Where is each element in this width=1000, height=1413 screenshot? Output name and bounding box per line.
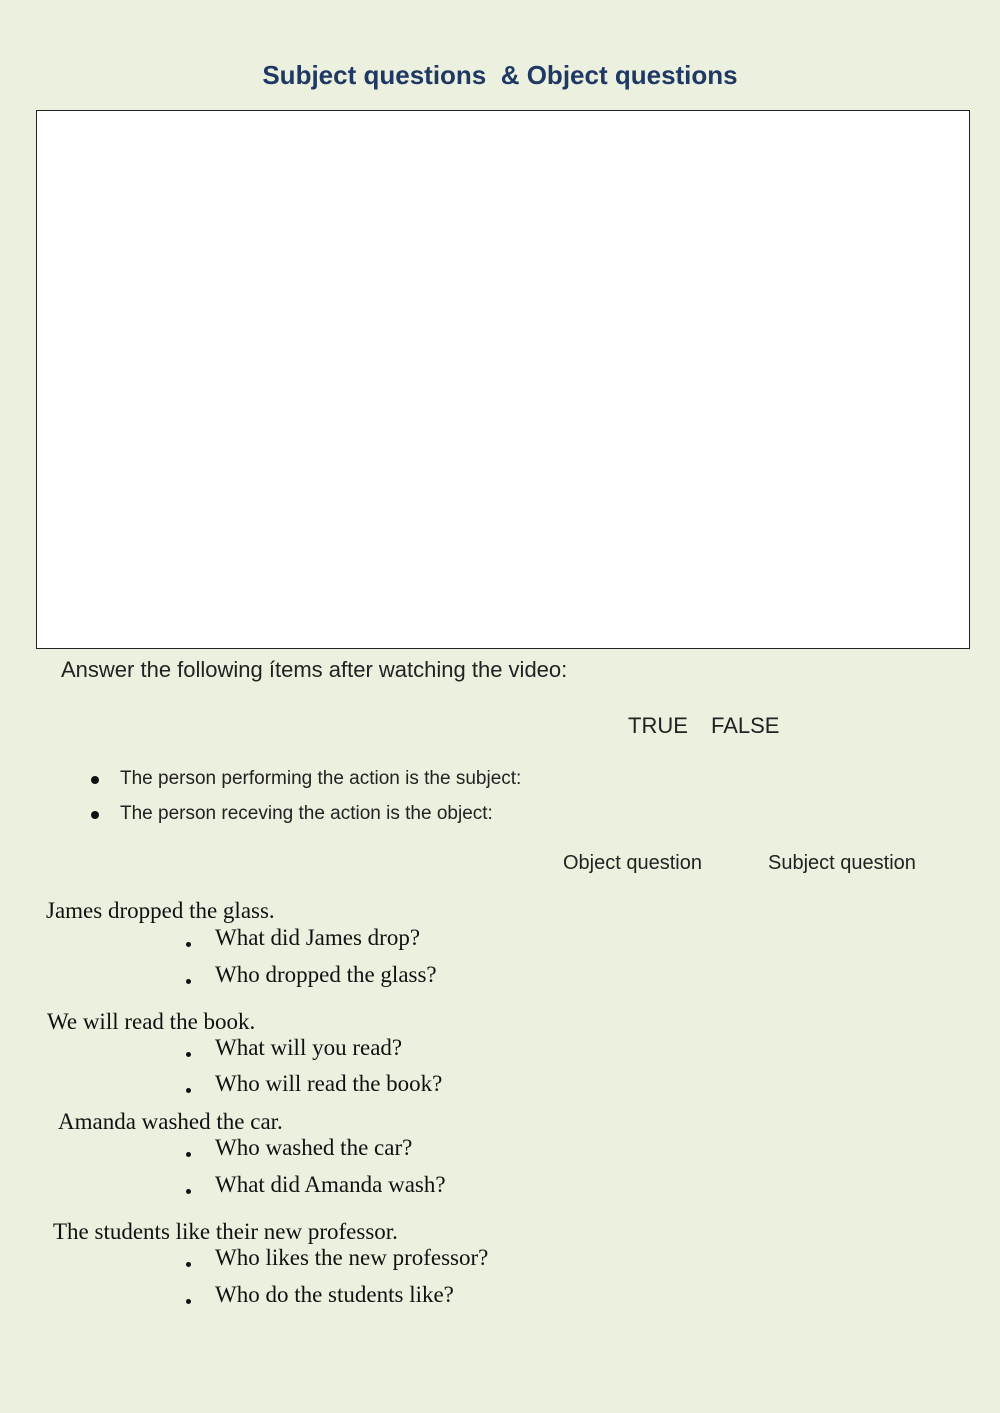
bullet-icon <box>186 942 191 947</box>
page-title: Subject questions & Object questions <box>262 60 738 90</box>
bullet-icon <box>186 1189 191 1194</box>
exercise-sentence: James dropped the glass. <box>46 898 275 923</box>
tf-statement: The person receving the action is the object: <box>120 803 493 824</box>
bullet-icon <box>186 1052 191 1057</box>
exercise-question: Who do the students like? <box>215 1282 454 1307</box>
bullet-icon <box>186 979 191 984</box>
exercise-question: What did Amanda wash? <box>215 1172 446 1197</box>
tf-statement: The person performing the action is the subject: <box>120 768 522 789</box>
exercise-question: What will you read? <box>215 1035 403 1060</box>
true-column-header: TRUE <box>628 713 688 738</box>
exercise-question: What did James drop? <box>215 925 421 950</box>
exercise-question: Who washed the car? <box>215 1135 413 1160</box>
exercise-question: Who dropped the glass? <box>215 962 437 987</box>
bullet-icon <box>186 1088 191 1093</box>
bullet-icon <box>186 1262 191 1267</box>
false-column-header: FALSE <box>711 713 780 738</box>
bullet-icon <box>91 776 99 784</box>
instructions-text: Answer the following ítems after watching the video: <box>61 657 568 682</box>
exercise-question: Who will read the book? <box>215 1071 443 1096</box>
exercise-sentence: Amanda washed the car. <box>58 1109 283 1134</box>
exercise-sentence: We will read the book. <box>47 1009 256 1034</box>
bullet-icon <box>186 1152 191 1157</box>
bullet-icon <box>91 811 99 819</box>
subject-question-column-header: Subject question <box>768 852 916 874</box>
bullet-icon <box>186 1299 191 1304</box>
exercise-question: Who likes the new professor? <box>215 1245 489 1270</box>
exercise-sentence: The students like their new professor. <box>53 1219 398 1244</box>
object-question-column-header: Object question <box>563 852 702 874</box>
video-player[interactable] <box>36 110 970 649</box>
